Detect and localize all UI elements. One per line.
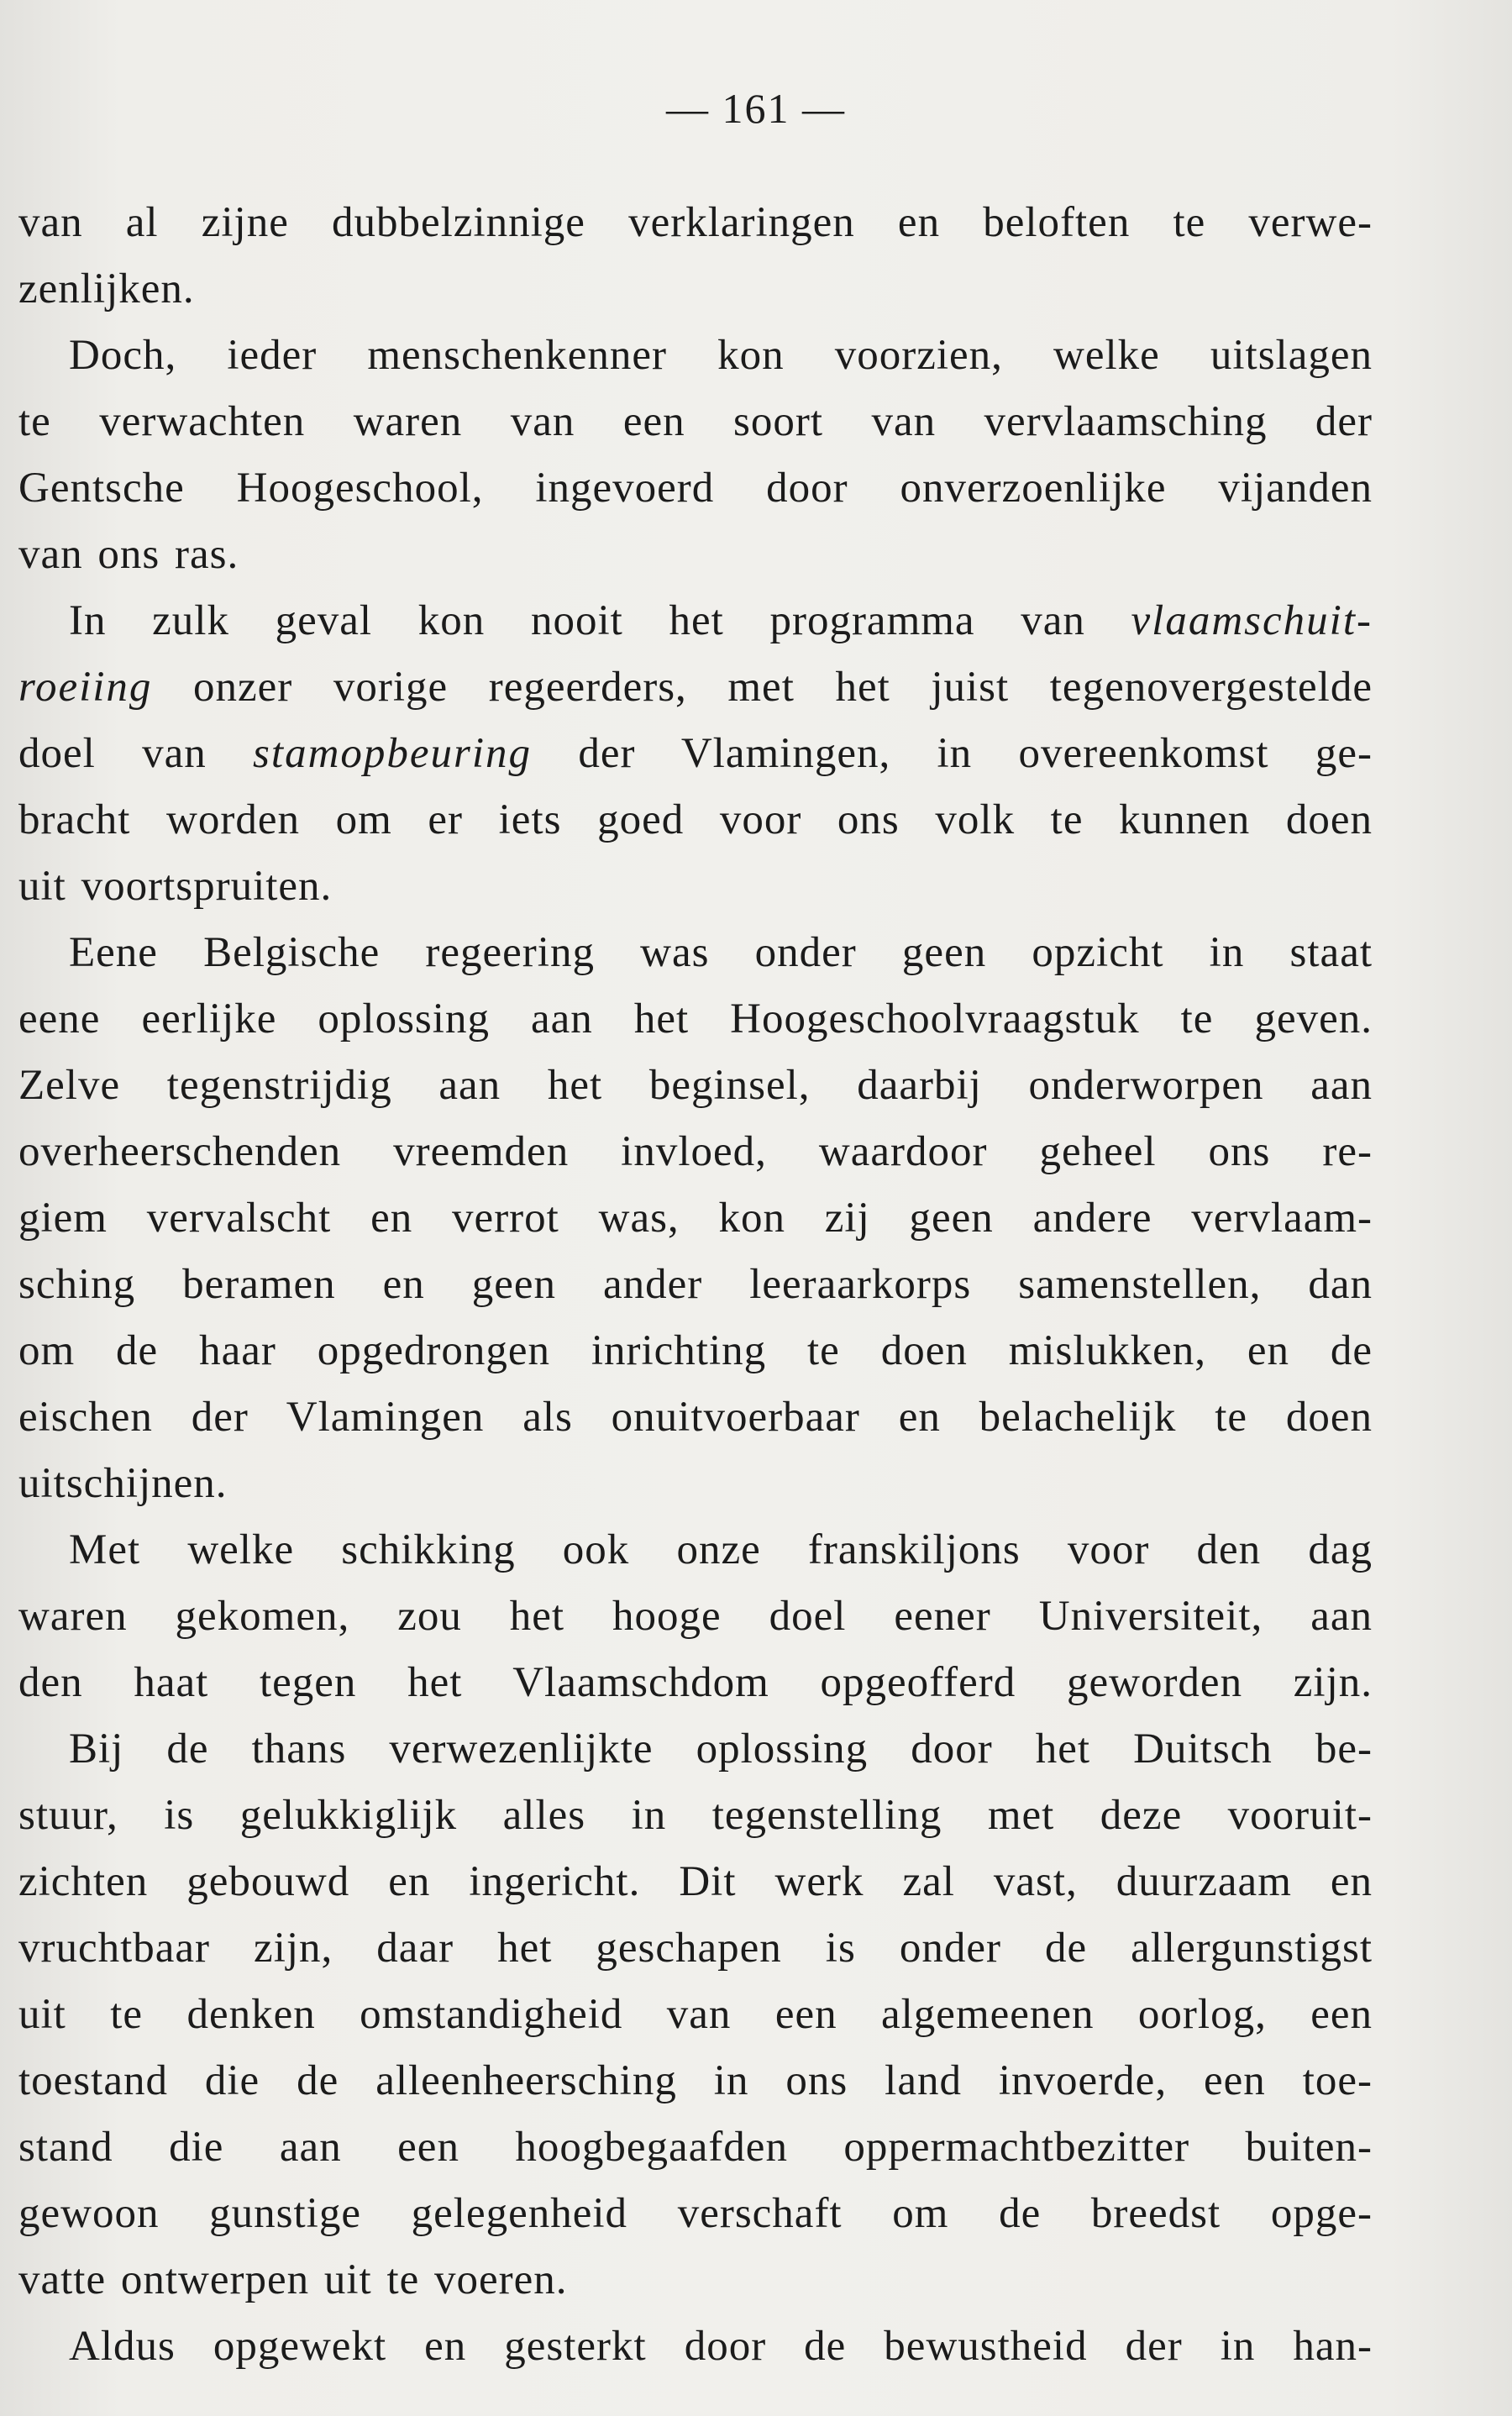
- text-line: [18, 721, 1373, 787]
- text-line: Eene Belgische regeering was onder geen opzicht in staat: [69, 929, 1373, 976]
- text-line: Aldus opgewekt en gesterkt door de bewustheid der in han-: [69, 2323, 1373, 2370]
- text-line: toestand die de alleenheersching in ons land invoerde, een toe-: [18, 2057, 1373, 2104]
- text-line: giem vervalscht en verrot was, kon zij geen andere vervlaam-: [18, 1195, 1373, 1242]
- text-segment: doel van: [18, 730, 254, 777]
- text-line: vatte ontwerpen uit te voeren.: [18, 2256, 568, 2303]
- italic-term: stamopbeuring: [253, 730, 533, 777]
- italic-term: vlaamschuit-: [1131, 597, 1373, 644]
- text-segment: onzer vorige regeerders, met het juist tegenovergestelde: [152, 664, 1373, 711]
- text-segment: der Vlamingen, in overeenkomst ge-: [532, 730, 1373, 777]
- text-line: overheerschenden vreemden invloed, waardoor geheel ons re-: [18, 1128, 1373, 1175]
- body-text: [18, 190, 1373, 2380]
- text-line: Bij de thans verwezenlijkte oplossing door het Duitsch be-: [69, 1725, 1373, 1773]
- text-line: eischen der Vlamingen als onuitvoerbaar en belachelijk te doen: [18, 1394, 1373, 1441]
- text-line: uitschijnen.: [18, 1460, 228, 1507]
- text-line: vruchtbaar zijn, daar het geschapen is onder de allergunstigst: [18, 1925, 1373, 1972]
- page-number: — 161 —: [666, 85, 846, 132]
- text-line: [18, 654, 1373, 721]
- text-line: waren gekomen, zou het hooge doel eener Universiteit, aan: [18, 1593, 1373, 1640]
- text-line: Zelve tegenstrijdig aan het beginsel, daarbij onderworpen aan: [18, 1062, 1373, 1109]
- text-line: te verwachten waren van een soort van vervlaamsching der: [18, 398, 1373, 445]
- text-line: gewoon gunstige gelegenheid verschaft om de breedst opge-: [18, 2190, 1373, 2237]
- text-line: om de haar opgedrongen inrichting te doen mislukken, en de: [18, 1327, 1373, 1374]
- text-line: zichten gebouwd en ingericht. Dit werk zal vast, duurzaam en: [18, 1858, 1373, 1905]
- italic-term: roeiing: [18, 664, 153, 711]
- text-line: van ons ras.: [18, 531, 239, 578]
- text-line: van al zijne dubbelzinnige verklaringen en beloften te verwe-: [18, 199, 1373, 246]
- text-segment: In zulk geval kon nooit het programma van: [69, 597, 1131, 644]
- text-line: Doch, ieder menschenkenner kon voorzien, welke uitslagen: [69, 332, 1373, 379]
- text-line: [18, 588, 1373, 654]
- text-line: uit te denken omstandigheid van een algemeenen oorlog, een: [18, 1991, 1373, 2038]
- text-line: Met welke schikking ook onze franskiljons voor den dag: [69, 1526, 1373, 1573]
- text-line: sching beramen en geen ander leeraarkorps samenstellen, dan: [18, 1261, 1373, 1308]
- text-line: den haat tegen het Vlaamschdom opgeofferd geworden zijn.: [18, 1659, 1373, 1706]
- text-line: zenlijken.: [18, 265, 195, 313]
- text-line: eene eerlijke oplossing aan het Hoogeschoolvraagstuk te geven.: [18, 995, 1373, 1043]
- text-line: Gentsche Hoogeschool, ingevoerd door onverzoenlijke vijanden: [18, 465, 1373, 512]
- text-line: stand die aan een hoogbegaafden oppermachtbezitter buiten-: [18, 2124, 1373, 2171]
- text-line: uit voortspruiten.: [18, 863, 333, 910]
- text-line: bracht worden om er iets goed voor ons volk te kunnen doen: [18, 796, 1373, 843]
- text-line: stuur, is gelukkiglijk alles in tegenstelling met deze vooruit-: [18, 1792, 1373, 1839]
